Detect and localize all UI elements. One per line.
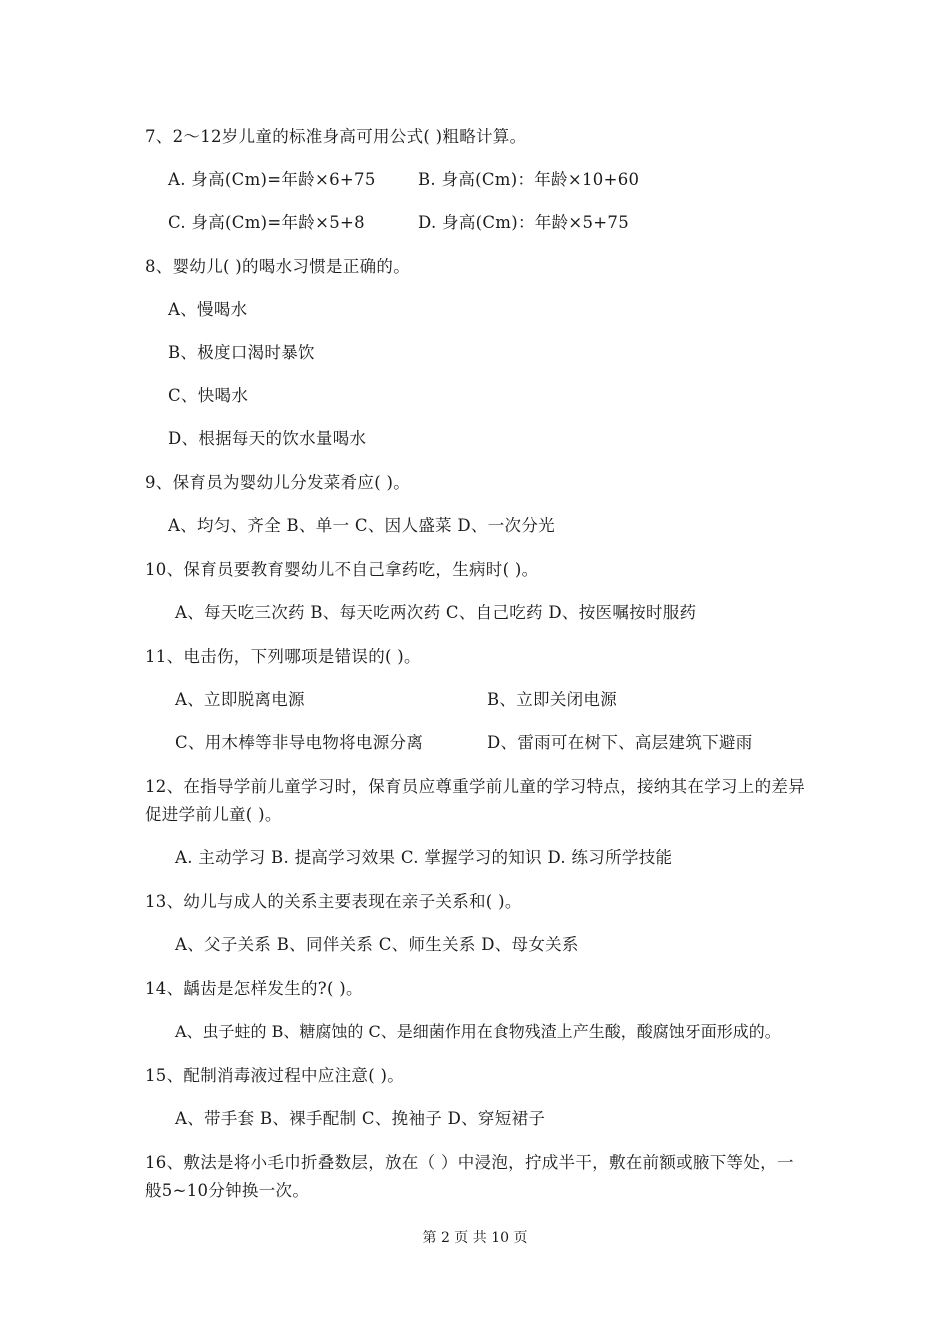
page-number: 第 2 页 共 10 页	[422, 1230, 528, 1246]
question-12-options: A. 主动学习 B. 提高学习效果 C. 掌握学习的知识 D. 练习所学技能	[175, 848, 673, 867]
question-11-option-c: C、用木棒等非导电物将电源分离	[175, 733, 424, 752]
question-11-option-b: B、立即关闭电源	[487, 690, 618, 709]
question-8-option-a: A、慢喝水	[168, 300, 248, 319]
question-7-stem: 7、2～12岁儿童的标准身高可用公式( )粗略计算。	[145, 127, 527, 146]
question-11-option-d: D、雷雨可在树下、高层建筑下避雨	[487, 733, 753, 752]
question-7-option-c: C. 身高(Cm)=年龄×5+8	[168, 213, 365, 232]
question-7-option-d: D. 身高(Cm)：年龄×5+75	[418, 213, 630, 232]
question-9-options: A、均匀、齐全 B、单一 C、因人盛菜 D、一次分光	[168, 516, 555, 535]
question-12-stem-line1: 12、在指导学前儿童学习时，保育员应尊重学前儿童的学习特点，接纳其在学习上的差异	[145, 777, 805, 796]
question-12-stem-line2: 促进学前儿童( )。	[145, 805, 282, 824]
question-8-option-c: C、快喝水	[168, 386, 249, 405]
question-15-stem: 15、配制消毒液过程中应注意( )。	[145, 1066, 405, 1085]
question-16-stem-line2: 般5~10分钟换一次。	[145, 1181, 310, 1200]
question-13-stem: 13、幼儿与成人的关系主要表现在亲子关系和( )。	[145, 892, 522, 911]
question-16-stem-line1: 16、敷法是将小毛巾折叠数层，放在（ ）中浸泡，拧成半干，敷在前额或腋下等处，一	[145, 1153, 794, 1172]
question-7-option-b: B. 身高(Cm)：年龄×10+60	[418, 170, 640, 189]
question-9-stem: 9、保育员为婴幼儿分发菜肴应( )。	[145, 473, 411, 492]
question-7-option-a: A. 身高(Cm)=年龄×6+75	[168, 170, 376, 189]
question-10-stem: 10、保育员要教育婴幼儿不自己拿药吃，生病时( )。	[145, 560, 539, 579]
question-11-option-a: A、立即脱离电源	[175, 690, 305, 709]
question-8-option-d: D、根据每天的饮水量喝水	[168, 429, 367, 448]
question-11-stem: 11、电击伤，下列哪项是错误的( )。	[145, 647, 421, 666]
question-10-options: A、每天吃三次药 B、每天吃两次药 C、自己吃药 D、按医嘱按时服药	[175, 603, 697, 622]
question-15-options: A、带手套 B、裸手配制 C、挽袖子 D、穿短裙子	[175, 1109, 546, 1128]
question-8-option-b: B、极度口渴时暴饮	[168, 343, 315, 362]
question-8-stem: 8、婴幼儿( )的喝水习惯是正确的。	[145, 257, 411, 276]
question-14-stem: 14、龋齿是怎样发生的?( )。	[145, 979, 363, 998]
question-14-options: A、虫子蛀的 B、糖腐蚀的 C、是细菌作用在食物残渣上产生酸，酸腐蚀牙面形成的。	[175, 1022, 781, 1041]
question-13-options: A、父子关系 B、同伴关系 C、师生关系 D、母女关系	[175, 935, 579, 954]
